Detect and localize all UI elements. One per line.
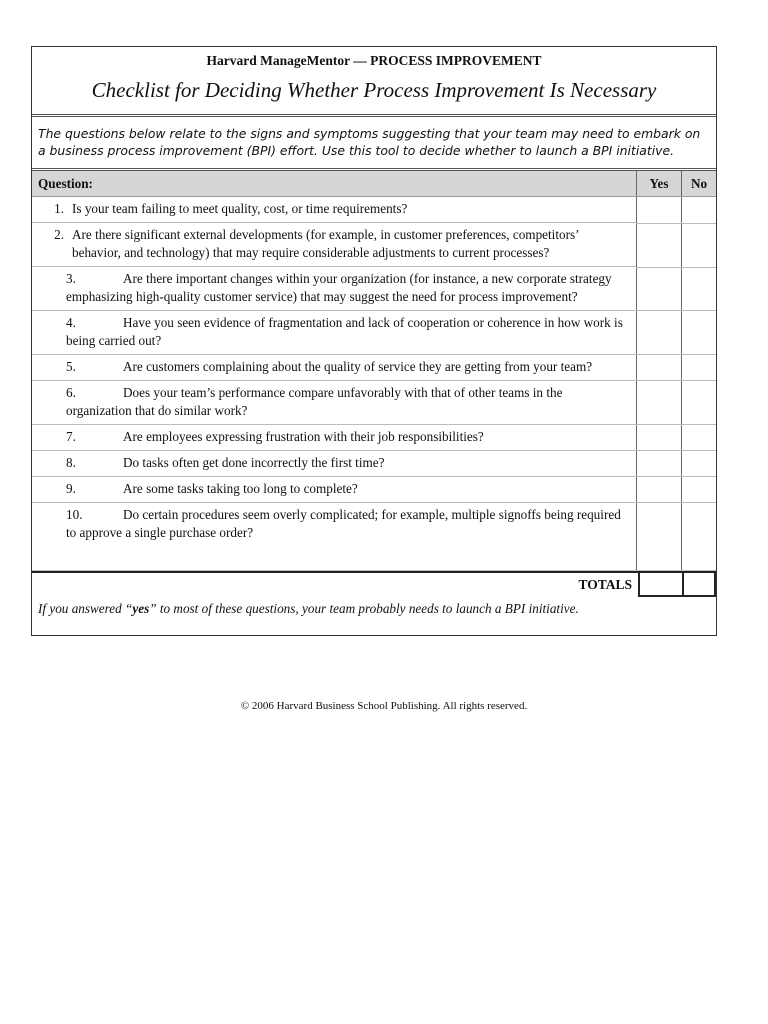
no-checkbox-cell[interactable] <box>682 477 717 503</box>
no-checkbox-cell[interactable] <box>682 425 717 451</box>
yes-checkbox-cell[interactable] <box>637 477 682 503</box>
question-text: Do tasks often get done incorrectly the first time? <box>123 455 385 470</box>
no-checkbox-cell[interactable] <box>682 197 717 224</box>
note-emphasis: yes <box>132 601 150 616</box>
copyright-notice: © 2006 Harvard Business School Publishing. All rights reserved. <box>240 700 528 712</box>
question-text: Are there important changes within your organization (for instance, a new corporate strategy emphasizing high-quality customer service) that may suggest the need for process improvement? <box>66 271 612 304</box>
question-cell <box>32 381 637 425</box>
no-checkbox-cell[interactable] <box>682 503 717 571</box>
checklist-form <box>31 46 717 636</box>
no-total-box[interactable] <box>682 573 716 597</box>
table-row <box>32 355 716 381</box>
table-row <box>32 223 716 267</box>
no-checkbox-cell[interactable] <box>682 223 717 267</box>
table-row <box>32 451 716 477</box>
question-number: 2. <box>54 227 64 242</box>
question-cell <box>32 425 637 451</box>
yes-checkbox-cell[interactable] <box>637 355 682 381</box>
question-number: 6. <box>66 385 76 400</box>
yes-total-box[interactable] <box>638 573 682 597</box>
no-checkbox-cell[interactable] <box>682 311 717 355</box>
question-cell <box>32 223 636 267</box>
yes-checkbox-cell[interactable] <box>637 311 682 355</box>
yes-checkbox-cell[interactable] <box>637 503 682 571</box>
table-row <box>32 503 716 571</box>
note-text-before: If you answered “ <box>38 601 133 616</box>
section-name: PROCESS IMPROVEMENT <box>370 53 542 68</box>
page-title: Checklist for Deciding Whether Process Improvement Is Necessary <box>91 78 657 102</box>
question-text: Do certain procedures seem overly complicated; for example, multiple signoffs being required to approve a single purchase order? <box>66 507 621 540</box>
question-number: 5. <box>66 359 76 374</box>
question-text: Are some tasks taking too long to complete? <box>123 481 358 496</box>
brand-separator: — <box>349 53 371 68</box>
question-cell <box>32 267 637 311</box>
no-checkbox-cell[interactable] <box>682 381 717 425</box>
totals-row <box>32 571 716 599</box>
question-number: 3. <box>66 271 76 286</box>
question-number: 8. <box>66 455 76 470</box>
question-text: Is your team failing to meet quality, cost, or time requirements? <box>72 201 408 216</box>
question-cell <box>32 355 637 381</box>
question-number: 1. <box>54 201 64 216</box>
question-cell <box>32 477 637 503</box>
yes-checkbox-cell[interactable] <box>637 381 682 425</box>
question-number: 9. <box>66 481 76 496</box>
no-checkbox-cell[interactable] <box>682 267 717 311</box>
question-number: 7. <box>66 429 76 444</box>
no-checkbox-cell[interactable] <box>682 451 717 477</box>
no-column-header: No <box>682 171 717 197</box>
question-cell <box>32 503 637 571</box>
yes-checkbox-cell[interactable] <box>637 425 682 451</box>
table-row <box>32 197 716 224</box>
table-row <box>32 381 716 425</box>
question-text: Are there significant external developments (for example, in customer preferences, competitors’ behavior, and technology) that may require considerable adjustments to current processes? <box>72 227 579 260</box>
question-number: 10. <box>66 507 83 522</box>
question-table <box>32 171 716 571</box>
yes-column-header: Yes <box>637 171 682 197</box>
table-row <box>32 425 716 451</box>
yes-checkbox-cell[interactable] <box>637 197 682 224</box>
yes-checkbox-cell[interactable] <box>637 223 682 267</box>
intro-text: The questions below relate to the signs and symptoms suggesting that your team may need to embark on a business process improvement (BPI) effort. Use this tool to decide whether to launch a BPI initiative. <box>32 117 716 171</box>
question-text: Are employees expressing frustration with their job responsibilities? <box>123 429 484 444</box>
question-cell <box>32 451 637 477</box>
question-number: 4. <box>66 315 76 330</box>
conclusion-note <box>32 599 716 635</box>
table-row <box>32 267 716 311</box>
yes-checkbox-cell[interactable] <box>637 267 682 311</box>
table-header-row <box>32 171 716 197</box>
question-cell <box>32 197 636 223</box>
no-checkbox-cell[interactable] <box>682 355 717 381</box>
yes-checkbox-cell[interactable] <box>637 451 682 477</box>
question-text: Have you seen evidence of fragmentation and lack of cooperation or coherence in how work is being carried out? <box>66 315 623 348</box>
question-text: Does your team’s performance compare unfavorably with that of other teams in the organization that do similar work? <box>66 385 563 418</box>
brand-line <box>32 47 716 70</box>
form-header <box>32 47 716 117</box>
table-row <box>32 311 716 355</box>
table-row <box>32 477 716 503</box>
question-text: Are customers complaining about the quality of service they are getting from your team? <box>123 359 593 374</box>
brand-name: Harvard ManageMentor <box>206 53 350 68</box>
question-cell <box>32 311 637 355</box>
totals-label: TOTALS <box>578 577 632 592</box>
note-text-after: ” to most of these questions, your team probably needs to launch a BPI initiative. <box>149 601 579 616</box>
question-column-header: Question: <box>32 171 637 197</box>
